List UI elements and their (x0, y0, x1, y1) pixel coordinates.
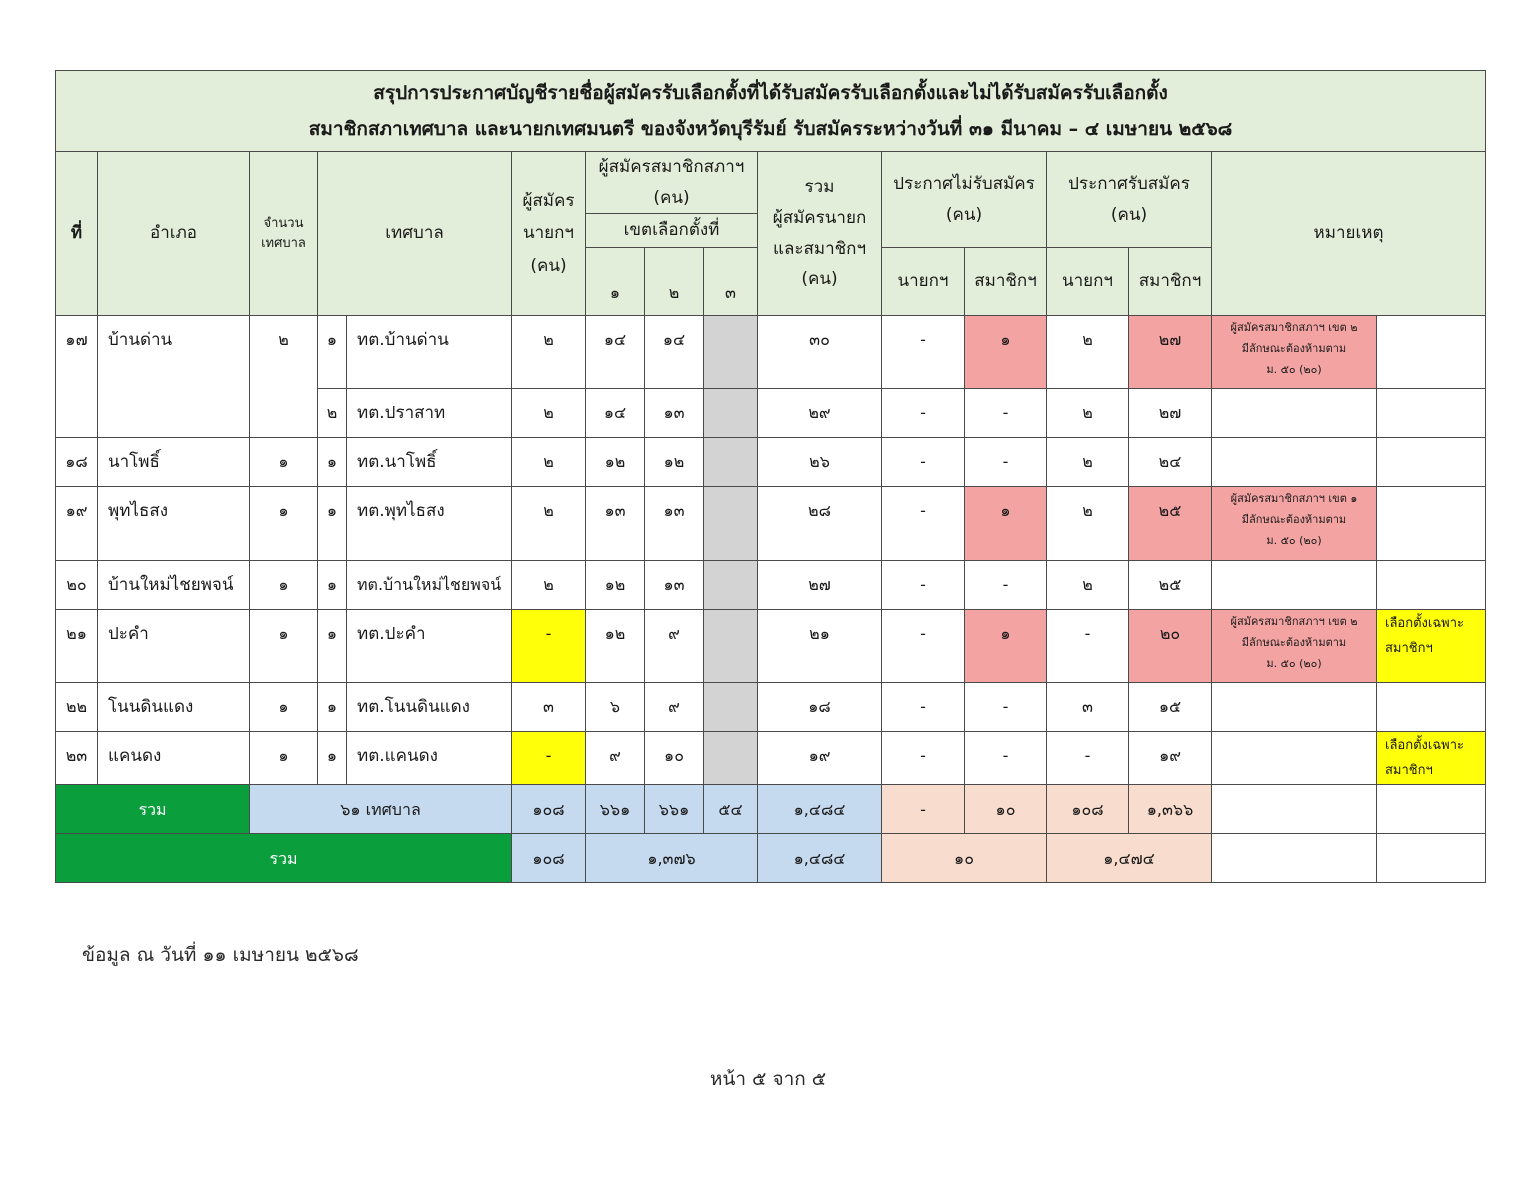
header-zone-2: ๒ (645, 248, 704, 316)
header-mayor-line3: (คน) (530, 255, 567, 276)
row-rejected-mayor: - (882, 316, 965, 389)
row-note (1212, 683, 1377, 732)
row-no: ๒๑ (56, 610, 98, 683)
header-zone-1: ๑ (586, 248, 645, 316)
row-municipality: ทต.แคนดง (347, 732, 512, 785)
row-accepted-member: ๒๗ (1129, 389, 1212, 438)
extra-note-line1: เลือกตั้งเฉพาะ (1385, 738, 1465, 754)
row-rejected-member: - (965, 732, 1047, 785)
row-muni-index: ๑ (318, 732, 347, 785)
row-zone-1: ๖ (586, 683, 645, 732)
table-row (56, 316, 1486, 389)
header-council-line2: (คน) (653, 187, 690, 208)
row-accepted-mayor: ๒ (1047, 316, 1129, 389)
header-accepted-mayor: นายกฯ (1047, 248, 1129, 316)
row-zone-1: ๙ (586, 732, 645, 785)
row-zone-1: ๑๓ (586, 487, 645, 561)
total-rejected-mayor: - (882, 785, 965, 834)
row-note (1212, 316, 1377, 389)
row-extra-note (1377, 316, 1486, 389)
header-zone-3: ๓ (704, 248, 758, 316)
grand-total-extra-note (1377, 834, 1486, 883)
row-accepted-member: ๒๕ (1129, 487, 1212, 561)
row-zone-3 (704, 683, 758, 732)
row-muni-index: ๑ (318, 316, 347, 389)
row-district: บ้านใหม่ไชยพจน์ (98, 561, 250, 610)
title-line-2: สมาชิกสภาเทศบาล และนายกเทศมนตรี ของจังหวัดบุรีรัมย์ รับสมัครระหว่างวันที่ ๓๑ มีนาคม – ๔ เมษายน ๒๕๖๘ (308, 118, 1233, 140)
table-row (56, 610, 1486, 683)
row-accepted-member: ๒๗ (1129, 316, 1212, 389)
header-accepted-line1: ประกาศรับสมัคร (1068, 174, 1190, 194)
note-line2: มีลักษณะต้องห้ามตาม (1241, 636, 1347, 650)
row-accepted-member: ๒๐ (1129, 610, 1212, 683)
row-zone-2: ๑๒ (645, 438, 704, 487)
row-rejected-member: - (965, 438, 1047, 487)
row-district: โนนดินแดง (98, 683, 250, 732)
row-muni-count: ๑ (250, 487, 318, 561)
total-zone-3: ๕๔ (704, 785, 758, 834)
note-line1: ผู้สมัครสมาชิกสภาฯ เขต ๑ (1230, 492, 1358, 506)
header-municipality: เทศบาล (318, 152, 512, 316)
row-extra-note (1377, 389, 1486, 438)
total-mayor: ๑๐๘ (512, 785, 586, 834)
row-accepted-mayor: ๒ (1047, 438, 1129, 487)
row-zone-2: ๑๓ (645, 487, 704, 561)
row-total: ๑๙ (758, 732, 882, 785)
grand-total-mayor: ๑๐๘ (512, 834, 586, 883)
page-number: หน้า ๕ จาก ๕ (709, 1068, 827, 1090)
header-muni-count-line1: จำนวน (263, 216, 304, 232)
row-muni-count: ๑ (250, 561, 318, 610)
row-accepted-member: ๒๔ (1129, 438, 1212, 487)
row-mayor: - (512, 732, 586, 785)
header-total-line1: รวม (804, 177, 835, 198)
row-muni-index: ๑ (318, 610, 347, 683)
row-rejected-mayor: - (882, 389, 965, 438)
header-row-1 (56, 152, 1486, 214)
header-total-line2: ผู้สมัครนายก (772, 208, 867, 228)
total-municipalities: ๖๑ เทศบาล (250, 785, 512, 834)
grand-total-all: ๑,๔๘๔ (758, 834, 882, 883)
total-zone-2: ๖๖๑ (645, 785, 704, 834)
extra-note-line1: เลือกตั้งเฉพาะ (1385, 616, 1465, 632)
note-line3: ม. ๕๐ (๒๐) (1266, 656, 1322, 670)
header-no: ที่ (56, 152, 98, 316)
row-no: ๑๙ (56, 487, 98, 561)
row-accepted-mayor: ๒ (1047, 389, 1129, 438)
header-total-candidates (758, 152, 882, 316)
row-note (1212, 561, 1377, 610)
row-no: ๑๗ (56, 316, 98, 438)
row-zone-3 (704, 438, 758, 487)
row-extra-note (1377, 561, 1486, 610)
row-municipality: ทต.โนนดินแดง (347, 683, 512, 732)
row-muni-index: ๒ (318, 389, 347, 438)
row-muni-count: ๑ (250, 732, 318, 785)
row-extra-note (1377, 610, 1486, 683)
row-rejected-mayor: - (882, 732, 965, 785)
row-muni-count: ๑ (250, 610, 318, 683)
header-remarks: หมายเหตุ (1212, 152, 1486, 316)
row-accepted-mayor: ๒ (1047, 561, 1129, 610)
row-municipality: ทต.ปะคำ (347, 610, 512, 683)
row-mayor: ๒ (512, 438, 586, 487)
row-total: ๒๗ (758, 561, 882, 610)
row-municipality: ทต.บ้านใหม่ไชยพจน์ (347, 561, 512, 610)
row-zone-1: ๑๒ (586, 561, 645, 610)
row-accepted-mayor: - (1047, 610, 1129, 683)
row-zone-2: ๑๓ (645, 389, 704, 438)
note-line1: ผู้สมัครสมาชิกสภาฯ เขต ๒ (1230, 321, 1358, 335)
total-label: รวม (56, 785, 250, 834)
row-rejected-mayor: - (882, 610, 965, 683)
row-rejected-member: ๑ (965, 487, 1047, 561)
total-accepted-mayor: ๑๐๘ (1047, 785, 1129, 834)
row-district: นาโพธิ์ (98, 438, 250, 487)
row-total: ๒๘ (758, 487, 882, 561)
row-zone-3 (704, 487, 758, 561)
row-zone-3 (704, 389, 758, 438)
row-district: แคนดง (98, 732, 250, 785)
row-rejected-mayor: - (882, 487, 965, 561)
note-line1: ผู้สมัครสมาชิกสภาฯ เขต ๒ (1230, 615, 1358, 629)
row-note (1212, 438, 1377, 487)
row-zone-1: ๑๔ (586, 316, 645, 389)
extra-note-line2: สมาชิกฯ (1385, 762, 1433, 778)
header-rejected-line2: (คน) (945, 204, 983, 225)
total-rejected-member: ๑๐ (965, 785, 1047, 834)
header-rejected-line1: ประกาศไม่รับสมัคร (893, 174, 1035, 194)
row-total: ๒๙ (758, 389, 882, 438)
row-municipality: ทต.พุทไธสง (347, 487, 512, 561)
table-row (56, 683, 1486, 732)
row-zone-3 (704, 316, 758, 389)
row-muni-index: ๑ (318, 438, 347, 487)
row-municipality: ทต.ปราสาท (347, 389, 512, 438)
row-total: ๒๑ (758, 610, 882, 683)
extra-note-line2: สมาชิกฯ (1385, 640, 1433, 656)
row-accepted-member: ๒๕ (1129, 561, 1212, 610)
header-zone: เขตเลือกตั้งที่ (586, 214, 758, 248)
row-rejected-mayor: - (882, 438, 965, 487)
header-accepted-member: สมาชิกฯ (1129, 248, 1212, 316)
summary-table (55, 70, 1486, 883)
note-line2: มีลักษณะต้องห้ามตาม (1241, 513, 1347, 527)
row-note (1212, 610, 1377, 683)
row-muni-count: ๑ (250, 683, 318, 732)
header-council-line1: ผู้สมัครสมาชิกสภาฯ (598, 157, 745, 177)
header-muni-count-line2: เทศบาล (261, 235, 306, 251)
note-line3: ม. ๕๐ (๒๐) (1266, 362, 1322, 376)
row-mayor: ๒ (512, 389, 586, 438)
header-total-line3: และสมาชิกฯ (772, 238, 866, 259)
row-district: บ้านด่าน (98, 316, 250, 438)
row-no: ๑๘ (56, 438, 98, 487)
row-rejected-mayor: - (882, 683, 965, 732)
header-accepted-line2: (คน) (1110, 204, 1148, 225)
row-mayor: ๓ (512, 683, 586, 732)
row-municipality: ทต.นาโพธิ์ (347, 438, 512, 487)
header-accepted (1047, 152, 1212, 248)
data-date-note: ข้อมูล ณ วันที่ ๑๑ เมษายน ๒๕๖๘ (82, 944, 359, 966)
row-no: ๒๐ (56, 561, 98, 610)
total-row-1 (56, 785, 1486, 834)
row-zone-1: ๑๒ (586, 610, 645, 683)
row-district: ปะคำ (98, 610, 250, 683)
row-rejected-member: ๑ (965, 610, 1047, 683)
row-zone-2: ๙ (645, 610, 704, 683)
row-muni-count: ๒ (250, 316, 318, 438)
table-row (56, 561, 1486, 610)
row-accepted-mayor: ๒ (1047, 487, 1129, 561)
row-rejected-member: - (965, 683, 1047, 732)
grand-total-accepted: ๑,๔๗๔ (1047, 834, 1212, 883)
row-no: ๒๒ (56, 683, 98, 732)
header-total-line4: (คน) (801, 269, 838, 290)
row-accepted-mayor: - (1047, 732, 1129, 785)
row-note (1212, 389, 1377, 438)
row-extra-note (1377, 683, 1486, 732)
row-rejected-member: ๑ (965, 316, 1047, 389)
row-accepted-member: ๑๕ (1129, 683, 1212, 732)
row-note (1212, 487, 1377, 561)
row-accepted-member: ๑๙ (1129, 732, 1212, 785)
row-extra-note (1377, 487, 1486, 561)
grand-total-council: ๑,๓๗๖ (586, 834, 758, 883)
header-mayor-candidates (512, 152, 586, 316)
header-mayor-line1: ผู้สมัคร (522, 191, 575, 212)
row-mayor: ๒ (512, 487, 586, 561)
row-mayor: ๒ (512, 561, 586, 610)
row-muni-count: ๑ (250, 438, 318, 487)
row-muni-index: ๑ (318, 487, 347, 561)
header-district: อำเภอ (98, 152, 250, 316)
header-rejected (882, 152, 1047, 248)
row-rejected-member: - (965, 389, 1047, 438)
row-note (1212, 732, 1377, 785)
row-mayor: ๒ (512, 316, 586, 389)
row-zone-3 (704, 561, 758, 610)
title-row (56, 71, 1486, 152)
row-rejected-member: - (965, 561, 1047, 610)
row-total: ๒๖ (758, 438, 882, 487)
grand-total-note (1212, 834, 1377, 883)
table-row (56, 732, 1486, 785)
row-no: ๒๓ (56, 732, 98, 785)
row-muni-index: ๑ (318, 683, 347, 732)
row-zone-3 (704, 732, 758, 785)
table-row (56, 487, 1486, 561)
title-line-1: สรุปการประกาศบัญชีรายชื่อผู้สมัครรับเลือกตั้งที่ได้รับสมัครรับเลือกตั้งและไม่ได้รับสมัครรับเลือกตั้ง (373, 81, 1168, 104)
row-district: พุทไธสง (98, 487, 250, 561)
row-extra-note (1377, 438, 1486, 487)
note-line2: มีลักษณะต้องห้ามตาม (1241, 342, 1347, 356)
row-zone-1: ๑๔ (586, 389, 645, 438)
header-mayor-line2: นายกฯ (523, 223, 574, 244)
total-all: ๑,๔๘๔ (758, 785, 882, 834)
total-zone-1: ๖๖๑ (586, 785, 645, 834)
row-accepted-mayor: ๓ (1047, 683, 1129, 732)
total-note (1212, 785, 1377, 834)
row-total: ๓๐ (758, 316, 882, 389)
row-zone-2: ๑๔ (645, 316, 704, 389)
row-rejected-mayor: - (882, 561, 965, 610)
grand-total-label: รวม (56, 834, 512, 883)
table-title (56, 71, 1486, 152)
row-extra-note (1377, 732, 1486, 785)
header-muni-count (250, 152, 318, 316)
row-zone-1: ๑๒ (586, 438, 645, 487)
row-mayor: - (512, 610, 586, 683)
header-council-candidates (586, 152, 758, 214)
total-row-2 (56, 834, 1486, 883)
total-accepted-member: ๑,๓๖๖ (1129, 785, 1212, 834)
row-municipality: ทต.บ้านด่าน (347, 316, 512, 389)
header-rejected-member: สมาชิกฯ (965, 248, 1047, 316)
row-zone-3 (704, 610, 758, 683)
row-zone-2: ๑๐ (645, 732, 704, 785)
total-extra-note (1377, 785, 1486, 834)
row-zone-2: ๑๓ (645, 561, 704, 610)
header-rejected-mayor: นายกฯ (882, 248, 965, 316)
row-total: ๑๘ (758, 683, 882, 732)
note-line3: ม. ๕๐ (๒๐) (1266, 533, 1322, 547)
table-row (56, 438, 1486, 487)
grand-total-rejected: ๑๐ (882, 834, 1047, 883)
row-muni-index: ๑ (318, 561, 347, 610)
row-zone-2: ๙ (645, 683, 704, 732)
